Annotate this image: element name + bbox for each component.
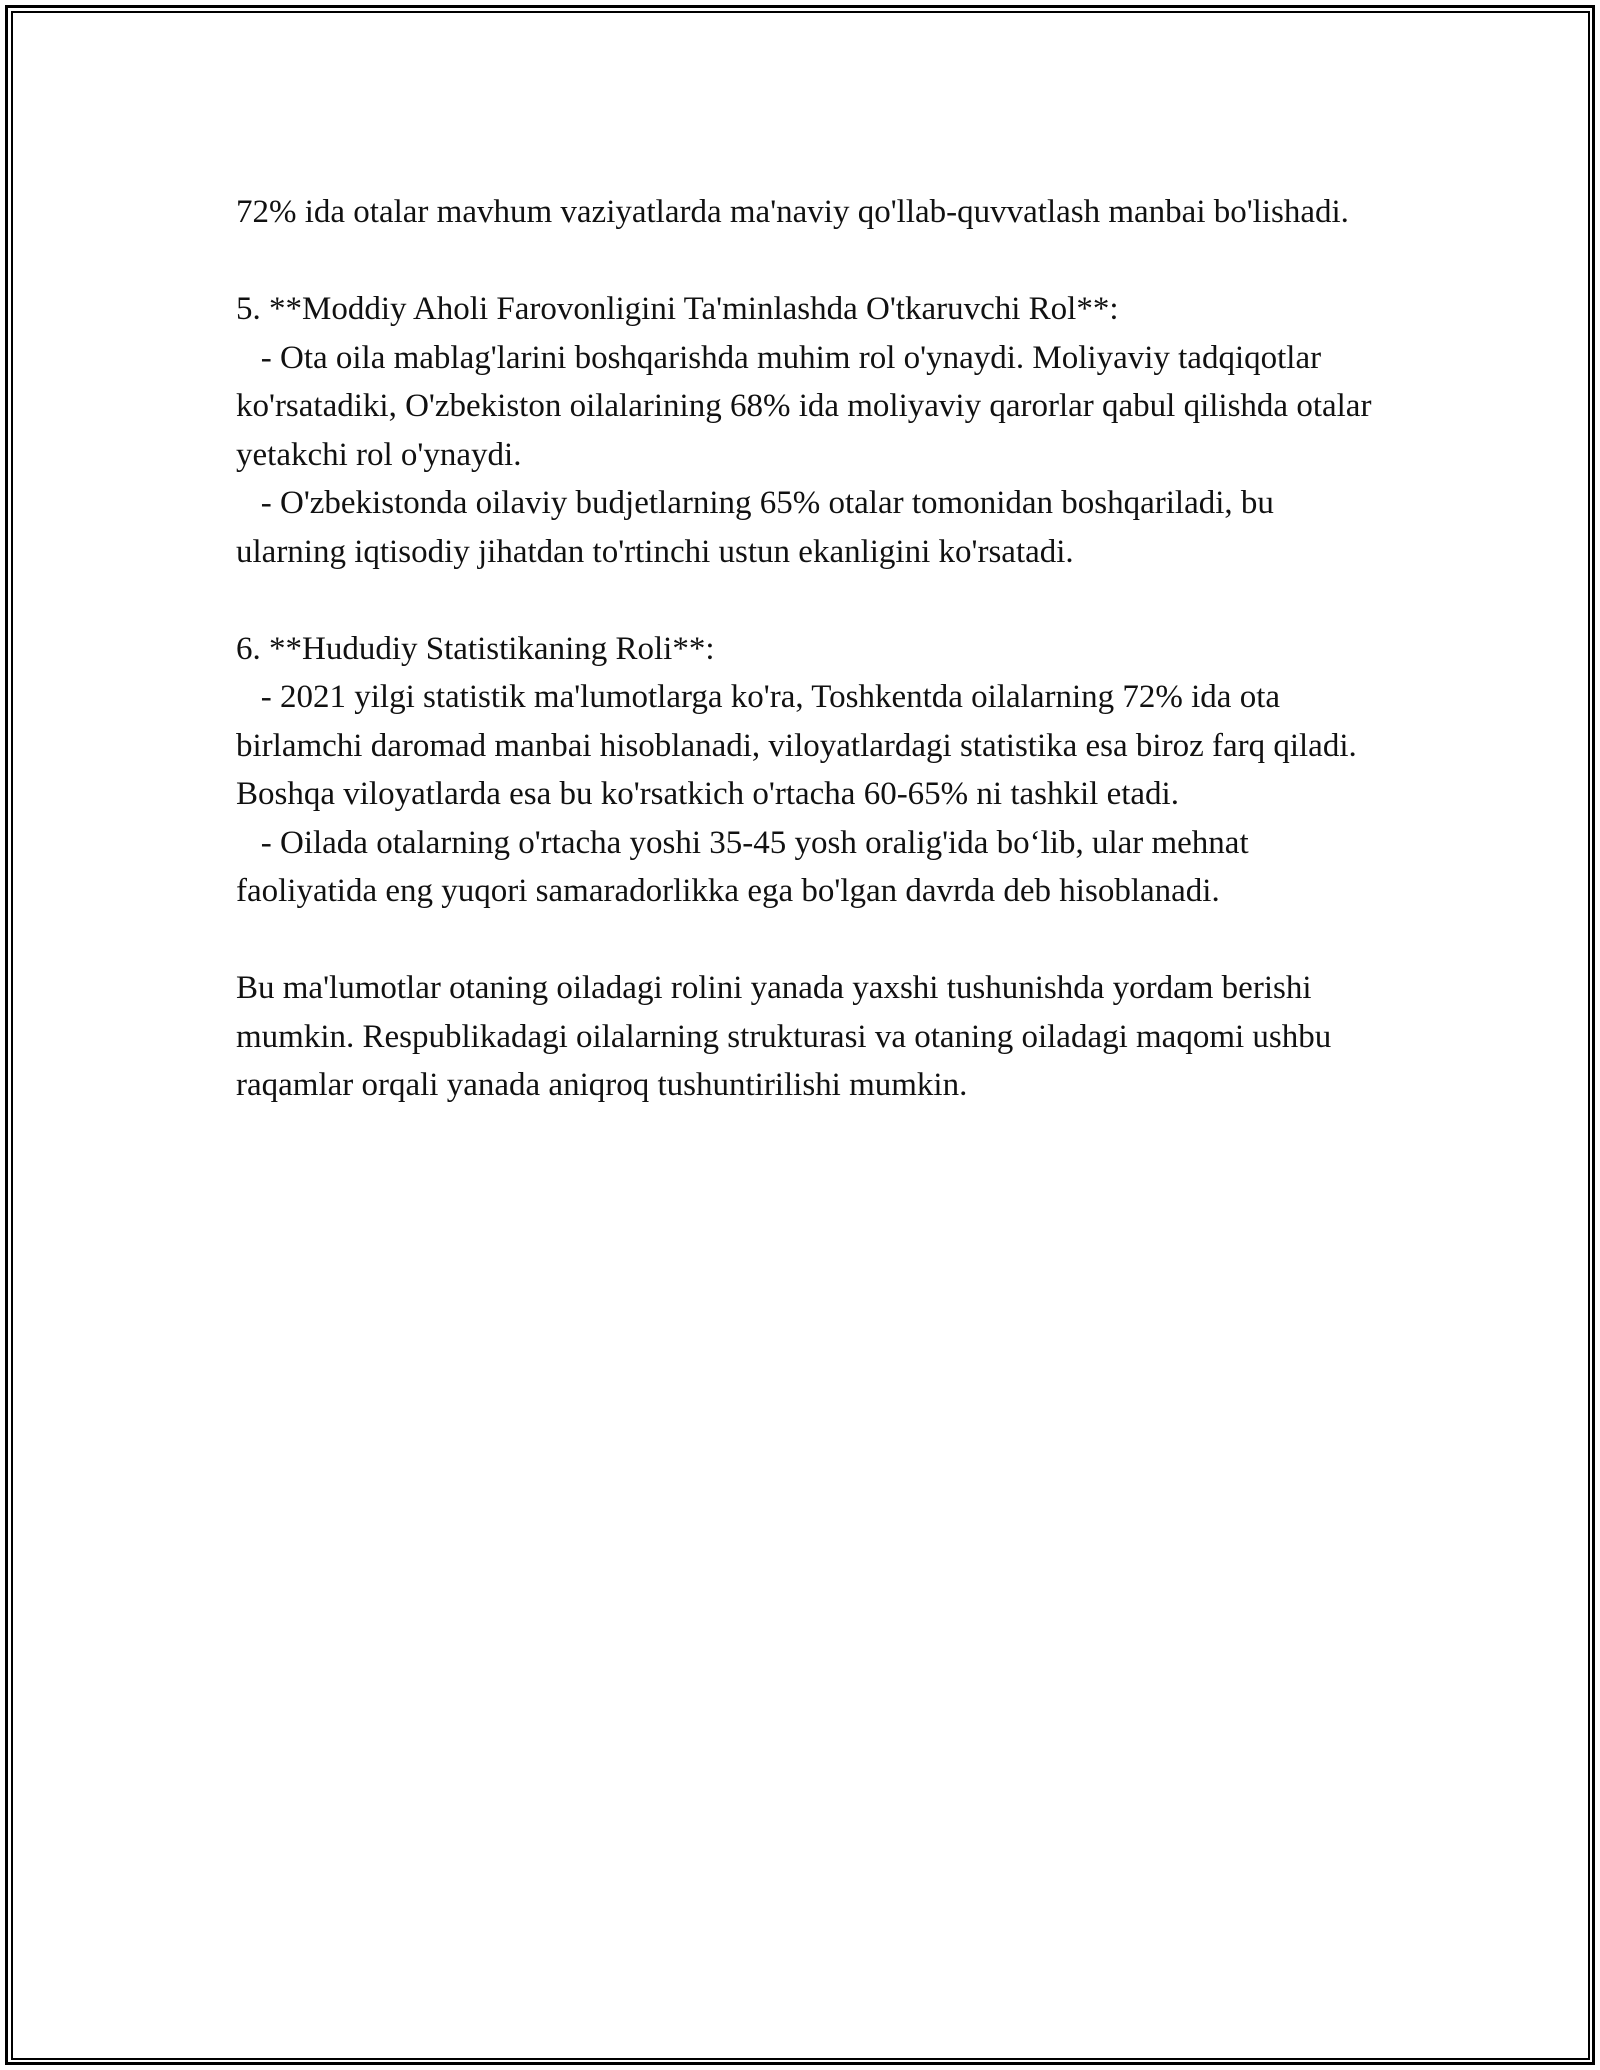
section-6-bullet-2: - Oilada otalarning o'rtacha yoshi 35-45 yosh oralig'ida bo‘lib, ular mehnat faoliyatida eng yuqori samaradorlikka ega bo'lgan davrda deb hisoblanadi. [236, 824, 1257, 909]
section-6-bullet-1: - 2021 yilgi statistik ma'lumotlarga ko'ra, Toshkentda oilalarning 72% ida ota birlamchi daromad manbai hisoblanadi, viloyatlardagi statistika esa biroz farq qiladi. Boshqa viloyatlarda esa bu ko'rsatkich o'rtacha 60-65% ni tashkil etadi. [236, 679, 1365, 812]
blank-line [236, 576, 1386, 625]
section-5-bullet-2: - O'zbekistonda oilaviy budjetlarning 65% otalar tomonidan boshqariladi, bu ularning iqtisodiy jihatdan to'rtinchi ustun ekanligini ko'rsatadi. [236, 485, 1283, 570]
document-body [236, 188, 1386, 1110]
paragraph-intro-continuation: 72% ida otalar mavhum vaziyatlarda ma'naviy qo'llab-quvvatlash manbai bo'lishadi. [236, 194, 1349, 230]
blank-line [236, 237, 1386, 286]
section-5-bullet-1: - Ota oila mablag'larini boshqarishda muhim rol o'ynaydi. Moliyaviy tadqiqotlar ko'rsatadiki, O'zbekiston oilalarining 68% ida moliyaviy qarorlar qabul qilishda otalar yetakchi rol o'ynaydi. [236, 339, 1380, 473]
blank-line [236, 916, 1386, 965]
section-5-heading: 5. **Moddiy Aholi Farovonligini Ta'minlashda O'tkaruvchi Rol**: [236, 291, 1119, 327]
conclusion-paragraph: Bu ma'lumotlar otaning oiladagi rolini yanada yaxshi tushunishda yordam berishi mumkin. Respublikadagi oilalarning strukturasi va otaning oiladagi maqomi ushbu raqamlar orqali yanada aniqroq tushuntirilishi mumkin. [236, 970, 1340, 1103]
section-6-heading: 6. **Hududiy Statistikaning Roli**: [236, 630, 715, 667]
